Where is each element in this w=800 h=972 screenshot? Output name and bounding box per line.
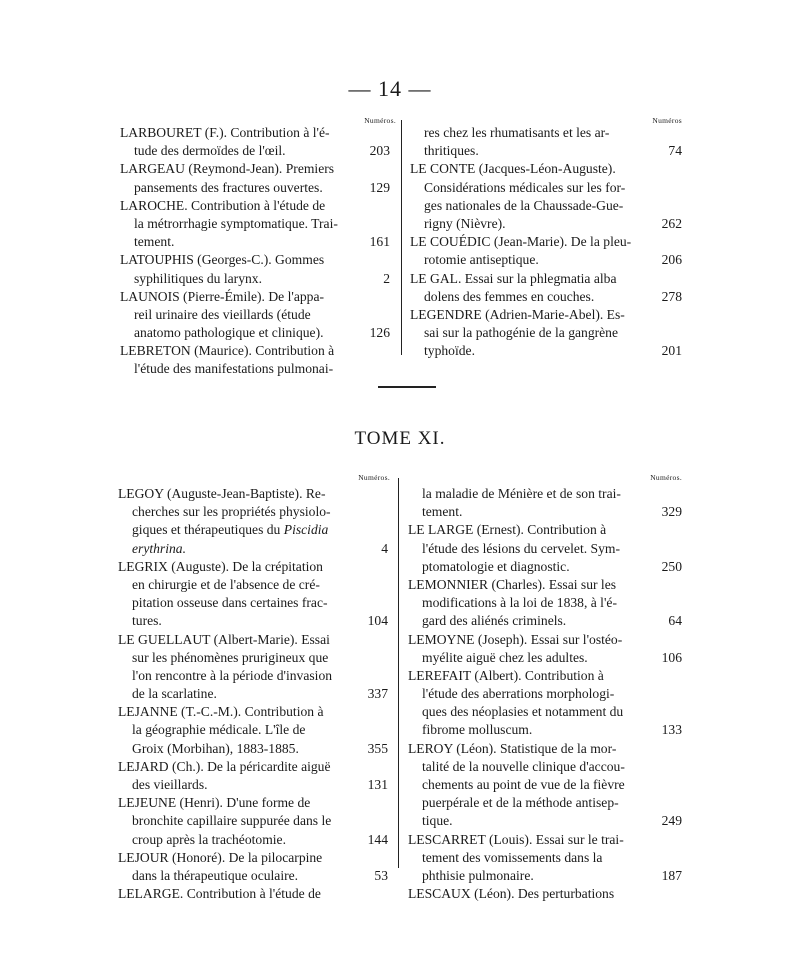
index-number: 129 — [369, 179, 390, 195]
index-line-text: reil urinaire des vieillards (étude — [134, 306, 311, 322]
section-divider — [378, 386, 436, 388]
index-line-text: LE CONTE (Jacques-Léon-Auguste). — [410, 161, 616, 177]
section1-right-column — [410, 124, 682, 360]
index-line — [118, 831, 388, 849]
index-line — [408, 558, 682, 576]
index-number: 337 — [367, 686, 388, 702]
index-number: 104 — [367, 613, 388, 629]
index-line-text: LEGRIX (Auguste). De la crépitation — [118, 558, 323, 574]
index-line — [118, 540, 388, 558]
index-line — [408, 594, 682, 612]
index-line — [408, 631, 682, 649]
index-line-text: LEBRETON (Maurice). Contribution à — [120, 343, 335, 359]
index-line — [408, 703, 682, 721]
index-number: 250 — [661, 558, 682, 574]
index-line-text: LARBOURET (F.). Contribution à l'é- — [120, 125, 330, 140]
index-line-text: ques des néoplasies et notamment du — [422, 704, 624, 720]
index-line-text: dans la thérapeutique oculaire. — [132, 867, 299, 883]
index-line — [410, 324, 682, 342]
index-line-text: croup après la trachéotomie. — [132, 831, 286, 847]
index-line — [118, 667, 388, 685]
numeros-header-left: Numéros. — [358, 473, 390, 482]
index-line-text: dolens des femmes en couches. — [424, 288, 595, 304]
index-line — [410, 306, 682, 324]
index-line-text: thritiques. — [424, 143, 479, 159]
index-line — [120, 342, 390, 360]
index-line — [120, 233, 390, 251]
index-line-text: pansements des fractures ouvertes. — [134, 179, 323, 195]
index-line-text: tures. — [132, 613, 162, 629]
index-line — [408, 794, 682, 812]
index-line — [410, 142, 682, 160]
index-line-text: tement. — [422, 504, 463, 520]
index-line — [120, 142, 390, 160]
index-line-text: LAROCHE. Contribution à l'étude de — [120, 197, 326, 213]
index-number: 144 — [367, 831, 388, 847]
index-line — [408, 776, 682, 794]
index-number: 4 — [381, 540, 388, 556]
index-line-text: la métrorrhagie symptomatique. Trai- — [134, 215, 338, 231]
index-line-text: fibrome molluscum. — [422, 722, 533, 738]
index-line-text: puerpérale et de la méthode antisep- — [422, 795, 619, 811]
index-line-text: LE COUÉDIC (Jean-Marie). De la pleu- — [410, 234, 632, 250]
index-line — [118, 558, 388, 576]
section2-left-column — [118, 485, 388, 903]
index-line — [118, 521, 388, 539]
index-line — [408, 612, 682, 630]
index-line-text: LE LARGE (Ernest). Contribution à — [408, 522, 607, 538]
index-line — [118, 740, 388, 758]
index-line-text: rigny (Nièvre). — [424, 215, 506, 231]
index-line — [410, 251, 682, 269]
index-line-text: cherches sur les propriétés physiolo- — [132, 504, 331, 520]
index-line — [118, 849, 388, 867]
index-line — [120, 306, 390, 324]
index-line — [408, 485, 682, 503]
index-number: 262 — [661, 215, 682, 231]
index-line-text: en chirurgie et de l'absence de cré- — [132, 576, 320, 592]
index-number: 206 — [661, 252, 682, 268]
index-number: 355 — [367, 740, 388, 756]
index-line — [408, 685, 682, 703]
index-line — [118, 576, 388, 594]
index-line — [120, 251, 390, 269]
index-line — [118, 631, 388, 649]
index-line — [118, 649, 388, 667]
index-line — [120, 360, 390, 378]
index-line-text: rotomie antiseptique. — [424, 252, 539, 268]
index-line — [408, 649, 682, 667]
index-number: 106 — [661, 649, 682, 665]
index-line-text: myélite aiguë chez les adultes. — [422, 649, 588, 665]
index-line-text: tement. — [134, 234, 175, 250]
index-line-text: des vieillards. — [132, 777, 208, 792]
index-line-text: tement des vomissements dans la — [422, 849, 603, 865]
numeros-header-left: Numéros. — [364, 116, 396, 125]
index-line-text: typhoïde. — [424, 343, 475, 359]
index-line-text: LAUNOIS (Pierre-Émile). De l'appa- — [120, 288, 325, 304]
index-number: 131 — [367, 777, 388, 792]
index-line — [118, 776, 388, 794]
index-line — [120, 124, 390, 142]
index-line — [408, 758, 682, 776]
index-line — [120, 288, 390, 306]
index-line — [410, 179, 682, 197]
index-line-italic: Piscidia — [283, 522, 329, 538]
index-line-text: LEJEUNE (Henri). D'une forme de — [118, 795, 311, 811]
index-number: 278 — [661, 288, 682, 304]
index-line — [118, 812, 388, 830]
index-line-text: sai sur la pathogénie de la gangrène — [424, 325, 619, 341]
index-line — [410, 160, 682, 178]
index-line-text: LEROY (Léon). Statistique de la mor- — [408, 740, 617, 756]
column-divider — [398, 478, 399, 868]
index-line-text: LEGENDRE (Adrien-Marie-Abel). Es- — [410, 306, 625, 322]
index-line — [120, 160, 390, 178]
index-line — [118, 703, 388, 721]
index-line-text: LELARGE. Contribution à l'étude de — [118, 886, 321, 902]
index-line-text: la géographie médicale. L'île de — [132, 722, 306, 738]
index-line-text: l'étude des aberrations morphologi- — [422, 686, 615, 702]
index-line — [410, 197, 682, 215]
index-line-text: LARGEAU (Reymond-Jean). Premiers — [120, 161, 335, 177]
index-number: 161 — [369, 234, 390, 250]
index-line — [118, 612, 388, 630]
index-line-text: giques et thérapeutiques du Piscidia — [132, 522, 329, 538]
index-line-text: l'on rencontre à la période d'invasion — [132, 667, 333, 683]
index-line — [120, 179, 390, 197]
index-line-text — [118, 540, 377, 558]
index-line — [118, 885, 388, 903]
index-line — [410, 233, 682, 251]
index-line — [408, 867, 682, 885]
index-line-text: l'étude des manifestations pulmonai- — [134, 361, 334, 377]
index-line-text: LEJANNE (T.-C.-M.). Contribution à — [118, 704, 324, 720]
index-line — [120, 270, 390, 288]
index-line-text: LESCAUX (Léon). Des perturbations — [408, 886, 615, 902]
index-line-text: anatomo pathologique et clinique). — [134, 325, 324, 341]
index-line — [408, 721, 682, 739]
index-line-text: phthisie pulmonaire. — [422, 867, 534, 883]
index-line-text: la maladie de Ménière et de son trai- — [422, 486, 621, 501]
index-line — [118, 794, 388, 812]
index-line-text: res chez les rhumatisants et les ar- — [424, 125, 610, 140]
index-line-text: LEMOYNE (Joseph). Essai sur l'ostéo- — [408, 631, 623, 647]
index-line-text: syphilitiques du larynx. — [134, 270, 262, 286]
section1-left-column — [120, 124, 390, 379]
index-number: 249 — [661, 813, 682, 829]
index-line — [118, 685, 388, 703]
index-number: 2 — [383, 270, 390, 286]
page-number: — 14 — — [348, 76, 432, 101]
index-line-text: pitation osseuse dans certaines frac- — [132, 595, 328, 611]
index-line — [408, 521, 682, 539]
index-line — [120, 215, 390, 233]
index-line — [408, 576, 682, 594]
index-line-text: bronchite capillaire suppurée dans le — [132, 813, 332, 829]
index-line — [408, 503, 682, 521]
index-line-text: LE GUELLAUT (Albert-Marie). Essai — [118, 631, 330, 647]
index-line-text: LESCARRET (Louis). Essai sur le trai- — [408, 831, 624, 847]
numeros-header-right: Numéros — [652, 116, 682, 125]
index-line — [410, 124, 682, 142]
index-number: 126 — [369, 325, 390, 341]
index-line-text: chements au point de vue de la fièvre — [422, 777, 625, 792]
index-line-text: Considérations médicales sur les for- — [424, 179, 626, 195]
numeros-header-right: Numéros. — [650, 473, 682, 482]
index-line-text: modifications à la loi de 1838, à l'é- — [422, 595, 617, 611]
index-line — [408, 667, 682, 685]
index-line-text: LATOUPHIS (Georges-C.). Gommes — [120, 252, 325, 268]
index-line-text: tude des dermoïdes de l'œil. — [134, 143, 286, 159]
index-line — [408, 812, 682, 830]
index-line — [120, 197, 390, 215]
index-line-text: LE GAL. Essai sur la phlegmatia alba — [410, 270, 617, 286]
index-line-text: de la scarlatine. — [132, 686, 217, 702]
index-number: 329 — [661, 504, 682, 520]
index-line — [408, 540, 682, 558]
index-line — [118, 503, 388, 521]
index-line — [118, 721, 388, 739]
index-line-text: ges nationales de la Chaussade-Gue- — [424, 197, 624, 213]
index-line-text: LEJOUR (Honoré). De la pilocarpine — [118, 849, 323, 865]
index-line — [118, 758, 388, 776]
index-number: 201 — [661, 343, 682, 359]
index-line — [408, 740, 682, 758]
index-line — [408, 831, 682, 849]
index-line — [410, 342, 682, 360]
index-line — [118, 867, 388, 885]
index-line-text: ptomatologie et diagnostic. — [422, 558, 570, 574]
index-line — [118, 485, 388, 503]
index-line-text: Groix (Morbihan), 1883-1885. — [132, 740, 299, 756]
index-line — [118, 594, 388, 612]
index-line-italic: erythrina. — [132, 540, 186, 556]
index-line-text: talité de la nouvelle clinique d'accou- — [422, 758, 625, 774]
index-line-text: LEGOY (Auguste-Jean-Baptiste). Re- — [118, 486, 326, 501]
index-number: 133 — [661, 722, 682, 738]
index-line — [408, 849, 682, 867]
index-number: 187 — [661, 867, 682, 883]
index-line — [410, 215, 682, 233]
index-number: 203 — [369, 143, 390, 159]
index-line-text: LEREFAIT (Albert). Contribution à — [408, 667, 604, 683]
index-line — [410, 270, 682, 288]
index-number: 53 — [374, 867, 388, 883]
index-line — [120, 324, 390, 342]
index-line-text: LEMONNIER (Charles). Essai sur les — [408, 576, 617, 592]
index-line-text: gard des aliénés criminels. — [422, 613, 567, 629]
index-line-text: sur les phénomènes prurigineux que — [132, 649, 329, 665]
section2-right-column — [408, 485, 682, 903]
index-line-text: LEJARD (Ch.). De la péricardite aiguë — [118, 758, 331, 774]
column-divider — [401, 120, 402, 355]
tome-title: TOME XI. — [354, 428, 446, 449]
index-line-text: tique. — [422, 813, 453, 829]
index-number: 64 — [668, 613, 682, 629]
index-line — [410, 288, 682, 306]
index-line-text: l'étude des lésions du cervelet. Sym- — [422, 540, 620, 556]
index-number: 74 — [668, 143, 682, 159]
index-line — [408, 885, 682, 903]
